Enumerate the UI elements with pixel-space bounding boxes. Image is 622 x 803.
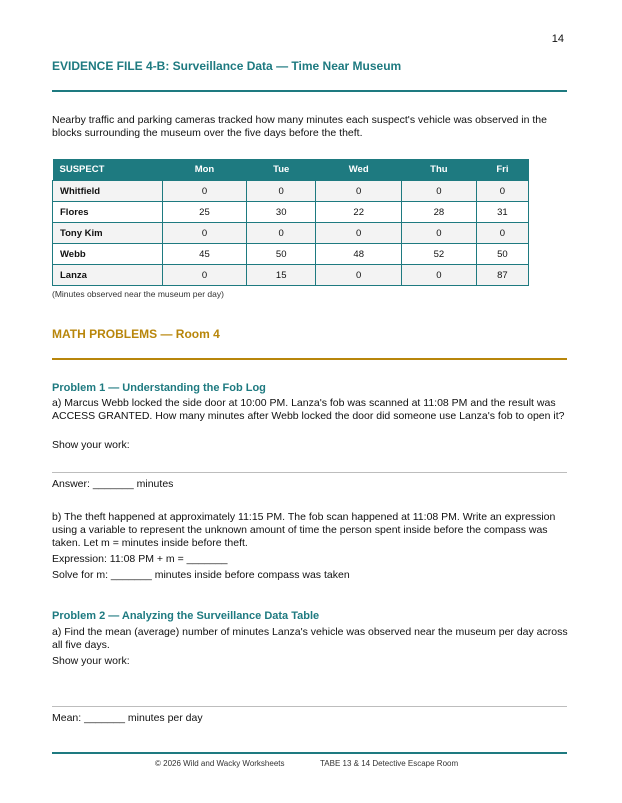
problem1-part-a: a) Marcus Webb locked the side door at 10:00 PM. Lanza's fob was scanned at 11:08 PM and the result was ACCESS GRANTED. How many minutes after Webb locked the door did someone use Lanza's fob to open it? — [52, 397, 565, 422]
page-number: 14 — [551, 33, 564, 45]
value-cell: 0 — [401, 265, 476, 286]
value-cell: 22 — [316, 202, 401, 223]
footer-copyright: © 2026 Wild and Wacky Worksheets — [155, 759, 285, 768]
value-cell: 0 — [163, 181, 247, 202]
value-cell: 25 — [163, 202, 247, 223]
suspect-cell: Whitfield — [53, 181, 163, 202]
table-row — [53, 265, 529, 286]
problem1-show-work: Show your work: — [52, 439, 130, 451]
value-cell: 0 — [401, 181, 476, 202]
value-cell: 45 — [163, 244, 247, 265]
problem2-mean: Mean: _______ minutes per day — [52, 712, 203, 724]
evidence-rule — [52, 90, 567, 92]
problem1-solve: Solve for m: _______ minutes inside before compass was taken — [52, 569, 350, 581]
table-row — [53, 181, 529, 202]
column-header: Wed — [316, 159, 401, 181]
table-row — [53, 244, 529, 265]
value-cell: 0 — [316, 265, 401, 286]
surveillance-table — [52, 159, 529, 286]
problem1-answer: Answer: _______ minutes — [52, 478, 174, 490]
table-note: (Minutes observed near the museum per day) — [52, 289, 224, 299]
footer-rule — [52, 752, 567, 754]
value-cell: 30 — [246, 202, 316, 223]
column-header: Thu — [401, 159, 476, 181]
value-cell: 0 — [476, 223, 528, 244]
suspect-cell: Webb — [53, 244, 163, 265]
value-cell: 50 — [476, 244, 528, 265]
math-heading: MATH PROBLEMS — Room 4 — [52, 327, 220, 341]
value-cell: 0 — [401, 223, 476, 244]
value-cell: 0 — [163, 223, 247, 244]
value-cell: 0 — [476, 181, 528, 202]
value-cell: 0 — [246, 181, 316, 202]
value-cell: 15 — [246, 265, 316, 286]
work-line — [52, 706, 567, 707]
work-line — [52, 472, 567, 473]
table-header-row — [53, 159, 529, 181]
value-cell: 87 — [476, 265, 528, 286]
problem1-title: Problem 1 — Understanding the Fob Log — [52, 382, 266, 394]
value-cell: 48 — [316, 244, 401, 265]
value-cell: 0 — [316, 223, 401, 244]
footer-title: TABE 13 & 14 Detective Escape Room — [320, 759, 459, 768]
value-cell: 50 — [246, 244, 316, 265]
value-cell: 31 — [476, 202, 528, 223]
problem1-expression: Expression: 11:08 PM + m = _______ — [52, 553, 228, 565]
column-header: Fri — [476, 159, 528, 181]
value-cell: 52 — [401, 244, 476, 265]
value-cell: 0 — [316, 181, 401, 202]
problem2-show-work: Show your work: — [52, 655, 130, 667]
value-cell: 28 — [401, 202, 476, 223]
intro-paragraph: Nearby traffic and parking cameras tracked how many minutes each suspect's vehicle was observed in the blocks surrounding the museum over the five days before the theft. — [52, 114, 547, 139]
math-rule — [52, 358, 567, 360]
evidence-heading: EVIDENCE FILE 4-B: Surveillance Data — Time Near Museum — [52, 59, 402, 73]
column-header: SUSPECT — [53, 159, 163, 181]
problem1-part-b: b) The theft happened at approximately 11:15 PM. The fob scan happened at 11:08 PM. Write an expression using a variable to represent the unknown amount of time the person spent inside before the compass was taken. Let m = minutes inside before theft. — [52, 511, 556, 549]
table-row — [53, 202, 529, 223]
value-cell: 0 — [163, 265, 247, 286]
table-row — [53, 223, 529, 244]
suspect-cell: Flores — [53, 202, 163, 223]
value-cell: 0 — [246, 223, 316, 244]
problem2-title: Problem 2 — Analyzing the Surveillance Data Table — [52, 610, 320, 622]
suspect-cell: Lanza — [53, 265, 163, 286]
problem2-part-a: a) Find the mean (average) number of minutes Lanza's vehicle was observed near the museum per day across all five days. — [52, 626, 568, 651]
column-header: Tue — [246, 159, 316, 181]
column-header: Mon — [163, 159, 247, 181]
suspect-cell: Tony Kim — [53, 223, 163, 244]
